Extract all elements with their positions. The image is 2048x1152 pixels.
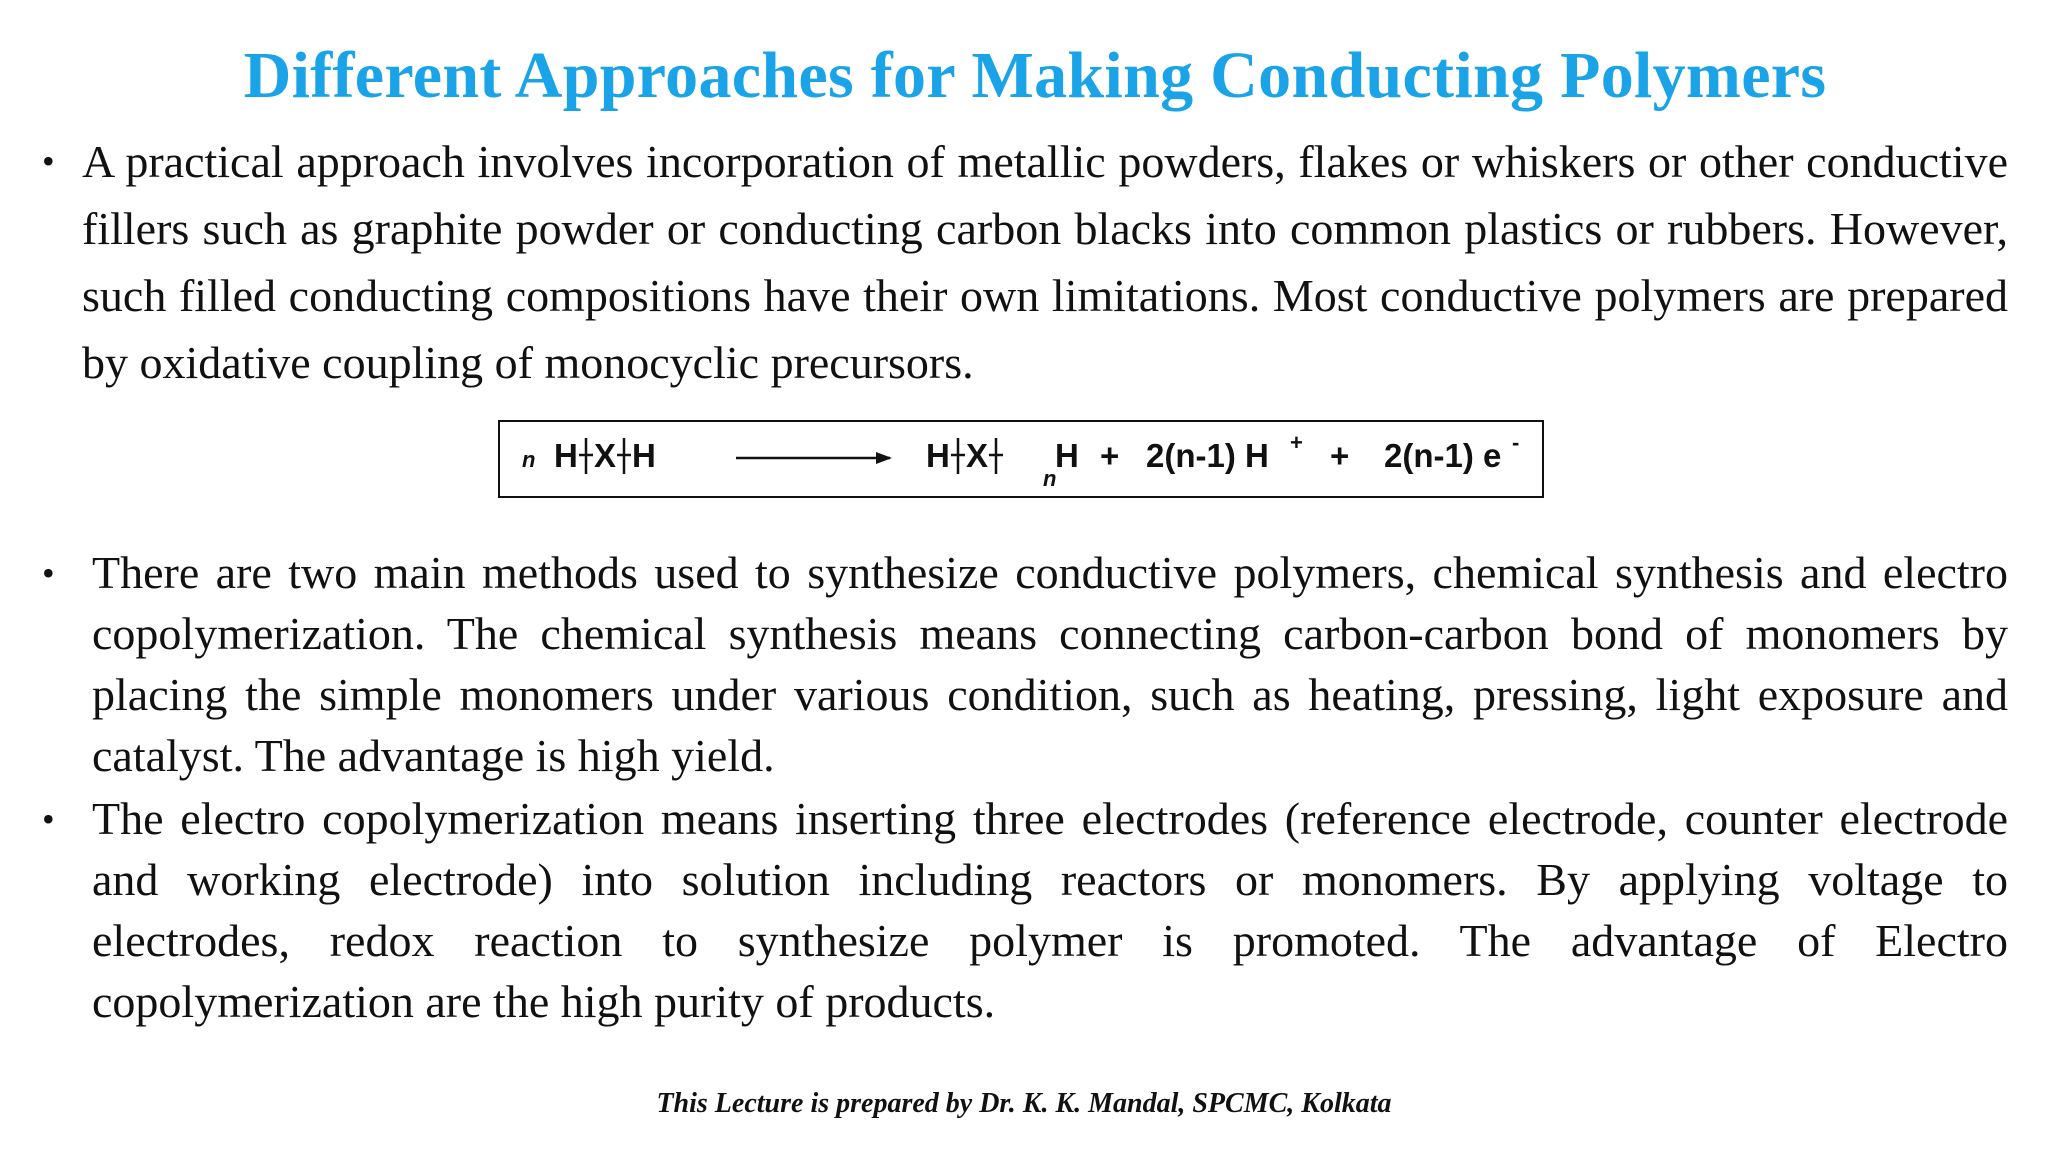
equation-right-monomer: X [966,437,989,474]
reaction-equation-box [498,420,1544,498]
equation-plus-1: + [1100,437,1120,474]
equation-electron-charge: - [1512,430,1520,455]
bullet-symbol: • [42,553,55,593]
bullet-item [40,542,2008,786]
equation-coefficient: n [522,447,536,472]
bullet-symbol: • [42,141,55,181]
bullet-symbol: • [42,799,55,839]
right-bracket-bond [617,438,631,474]
slide-title: Different Approaches for Making Conducting Polymers [243,39,1827,112]
bullet-text: The electro copolymerization means inserting three electrodes (reference electrode, counter electrode and working electrode) into solution including reactors or monomers. By applying voltage to electrodes, redox reaction to synthesize polymer is promoted. The advantage of Electro copolymerization are the high purity of products. [92,793,2008,1027]
bullet-text: A practical approach involves incorporation of metallic powders, flakes or whiskers or other conductive fillers such as graphite powder or conducting carbon blacks into common plastics or rubbers. However, such filled conducting compositions have their own limitations. Most conductive polymers are prepared by oxidative coupling of monocyclic precursors. [82,136,2008,388]
footer-credit: This Lecture is prepared by Dr. K. K. Mandal, SPCMC, Kolkata [656,1088,1392,1119]
product-left-bracket-bond [951,438,965,474]
bullet-text: There are two main methods used to synthesize conductive polymers, chemical synthesis and electro copolymerization. The chemical synthesis means connecting carbon-carbon bond of monomers by placing the simple monomers under various condition, such as heating, pressing, light exposure and catalyst. The advantage is high yield. [92,547,2008,781]
bullet-item [40,128,2008,396]
left-bracket-bond [579,438,593,474]
reaction-arrow-icon [736,452,892,464]
equation-electron-term: 2(n-1) e [1384,437,1502,474]
equation-left-h2: H [632,437,656,474]
equation-right-h1: H [926,437,950,474]
equation-subscript: n [1043,466,1057,491]
equation-proton-term: 2(n-1) H [1146,437,1269,474]
equation-proton-charge: + [1290,430,1303,455]
bullet-item [40,788,2008,1032]
product-right-bracket-bond [989,438,1003,474]
equation-monomer: X [594,437,617,474]
reaction-equation [500,422,1542,496]
equation-left-h1: H [554,437,578,474]
equation-right-h2: H [1055,437,1079,474]
equation-plus-2: + [1330,437,1350,474]
